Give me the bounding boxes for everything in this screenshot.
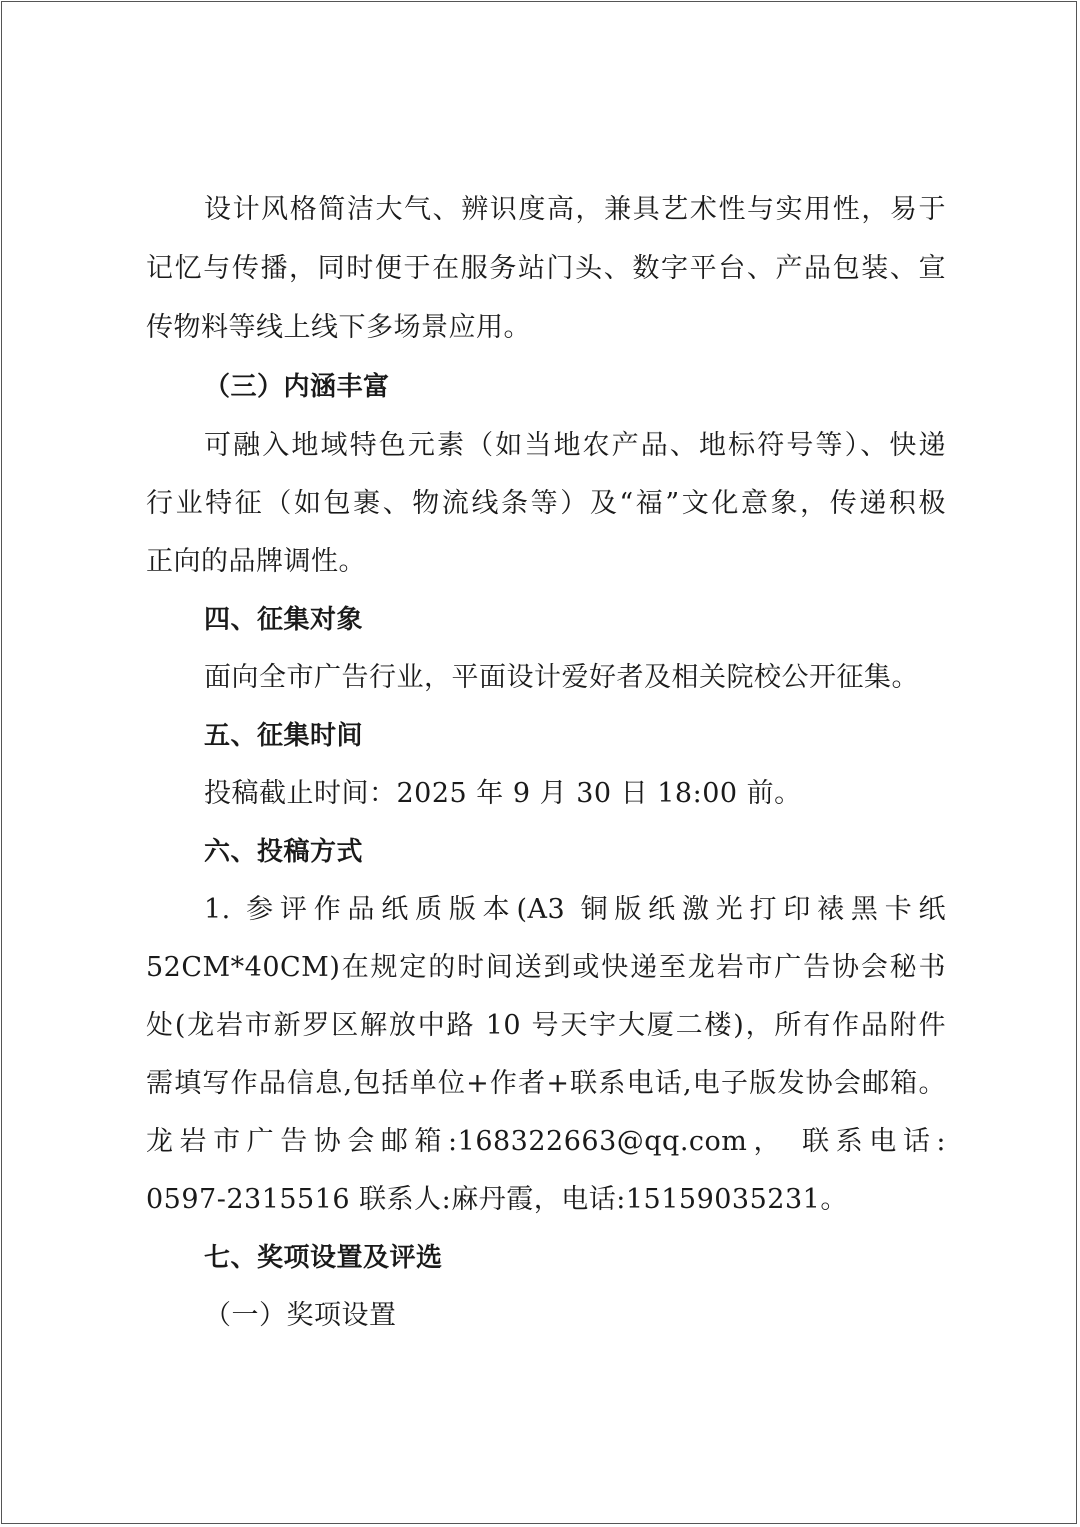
paragraph-line: 记忆与传播，同时便于在服务站门头、数字平台、产品包装、宣 (146, 253, 946, 284)
section-heading-target: 四、征集对象 (204, 605, 364, 635)
paragraph-line: 投稿截止时间：2025 年 9 月 30 日 18:00 前。 (204, 778, 802, 809)
paragraph-line: 可融入地域特色元素（如当地农产品、地标符号等）、快递 (204, 430, 946, 461)
paragraph-line: 面向全市广告行业，平面设计爱好者及相关院校公开征集。 (204, 662, 919, 693)
paragraph-line: 处(龙岩市新罗区解放中路 10 号天宇大厦二楼)，所有作品附件 (146, 1010, 946, 1041)
section-heading-awards: 七、奖项设置及评选 (204, 1243, 443, 1273)
paragraph-line: 行业特征（如包裹、物流线条等）及“福”文化意象，传递积极 (146, 488, 946, 519)
paragraph-line: 正向的品牌调性。 (146, 546, 366, 577)
section-heading-submission: 六、投稿方式 (204, 837, 364, 867)
paragraph-line: 52CM*40CM)在规定的时间送到或快递至龙岩市广告协会秘书 (146, 952, 946, 983)
paragraph-line: 传物料等线上线下多场景应用。 (146, 312, 531, 343)
section-heading-time: 五、征集时间 (204, 721, 364, 751)
subsection-heading-awards: （一）奖项设置 (204, 1300, 397, 1331)
paragraph-line: 需填写作品信息,包括单位+作者+联系电话,电子版发协会邮箱。 (146, 1068, 946, 1099)
paragraph-line: 1. 参评作品纸质版本(A3 铜版纸激光打印裱黑卡纸 (204, 894, 946, 925)
paragraph-line-email: 龙岩市广告协会邮箱:168322663@qq.com， 联系电话: (146, 1126, 946, 1157)
section-heading-connotation: （三）内涵丰富 (204, 372, 390, 402)
paragraph-line: 设计风格简洁大气、辨识度高，兼具艺术性与实用性，易于 (204, 194, 946, 225)
paragraph-line-contact: 0597-2315516 联系人:麻丹霞，电话:15159035231。 (146, 1184, 848, 1215)
